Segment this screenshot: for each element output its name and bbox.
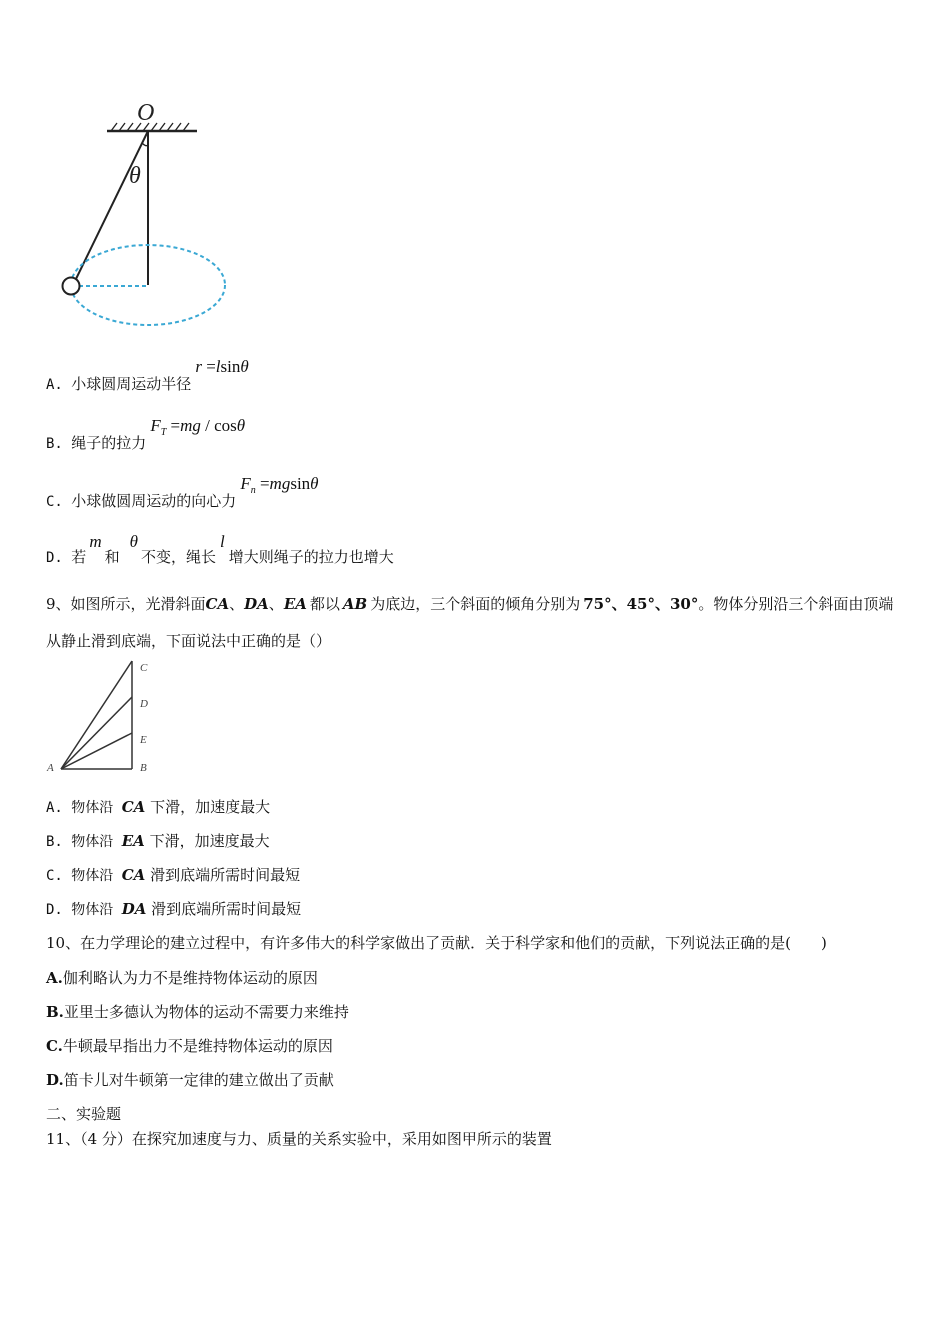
q9-option-d: D. 物体沿 DA 滑到底端所需时间最短 <box>46 900 302 918</box>
formula: $F_T =mg / \cos\theta$ <box>150 416 246 438</box>
option-prefix: D. <box>46 550 72 566</box>
svg-text:C: C <box>140 662 148 674</box>
q8-option-c <box>46 473 319 510</box>
q10-option-c: C.牛顿最早指出力不是维持物体运动的原因 <box>46 1037 333 1055</box>
q10-option-d: D.笛卡儿对牛顿第一定律的建立做出了贡献 <box>46 1071 334 1089</box>
q8-option-d <box>46 531 394 566</box>
q9-stem-line2: 从静止滑到底端，下面说法中正确的是（） <box>46 632 332 650</box>
formula: $F_n =mgsin\theta$ <box>240 474 319 496</box>
option-prefix: A. <box>46 377 72 393</box>
var-m: m <box>89 532 102 551</box>
q9-option-b: B. 物体沿 EA 下滑，加速度最大 <box>46 832 270 850</box>
ball-icon <box>63 278 80 295</box>
option-text: 和 <box>104 548 120 566</box>
option-text: 增大则绳子的拉力也增大 <box>228 548 394 566</box>
q10-option-b: B.亚里士多德认为物体的运动不需要力来维持 <box>46 1003 349 1021</box>
svg-text:A: A <box>47 762 54 774</box>
svg-text:D: D <box>140 698 148 710</box>
q10-stem: 10、在力学理论的建立过程中，有许多伟大的科学家做出了贡献．关于科学家和他们的贡献，下列说法正确的是( ) <box>46 934 827 952</box>
q8-option-b <box>46 415 246 452</box>
option-text: 小球做圆周运动的向心力 <box>71 492 237 510</box>
option-text: 不变，绳长 <box>140 548 216 566</box>
var-l: l <box>219 532 225 551</box>
q10-option-a: A.伽利略认为力不是维持物体运动的原因 <box>46 969 318 987</box>
option-prefix: B. <box>46 436 72 452</box>
option-text: 若 <box>71 548 87 566</box>
q11-stem: 11、（4 分）在探究加速度与力、质量的关系实验中，采用如图甲所示的装置 <box>46 1130 552 1148</box>
pivot-label: O <box>137 100 155 126</box>
svg-text:B: B <box>140 762 147 774</box>
option-text: 小球圆周运动半径 <box>71 375 192 393</box>
section-title: 二、实验题 <box>46 1105 122 1123</box>
svg-text:E: E <box>140 734 147 746</box>
q8-option-a <box>46 356 249 393</box>
pendulum-figure <box>55 95 245 335</box>
option-prefix: C. <box>46 494 72 510</box>
option-text: 绳子的拉力 <box>71 434 147 452</box>
var-theta: θ <box>129 532 138 551</box>
incline-figure <box>44 655 164 780</box>
q9-option-a: A. 物体沿 CA 下滑，加速度最大 <box>46 798 271 816</box>
angle-label: θ <box>129 163 141 189</box>
q9-option-c: C. 物体沿 CA 滑到底端所需时间最短 <box>46 866 301 884</box>
formula: r =lsinθ <box>195 357 249 376</box>
q9-stem-line1: 9、如图所示，光滑斜面CA、DA、EA 都以 AB 为底边，三个斜面的倾角分别为 75°、45°、30°。物体分别沿三个斜面由顶端 <box>46 595 894 613</box>
